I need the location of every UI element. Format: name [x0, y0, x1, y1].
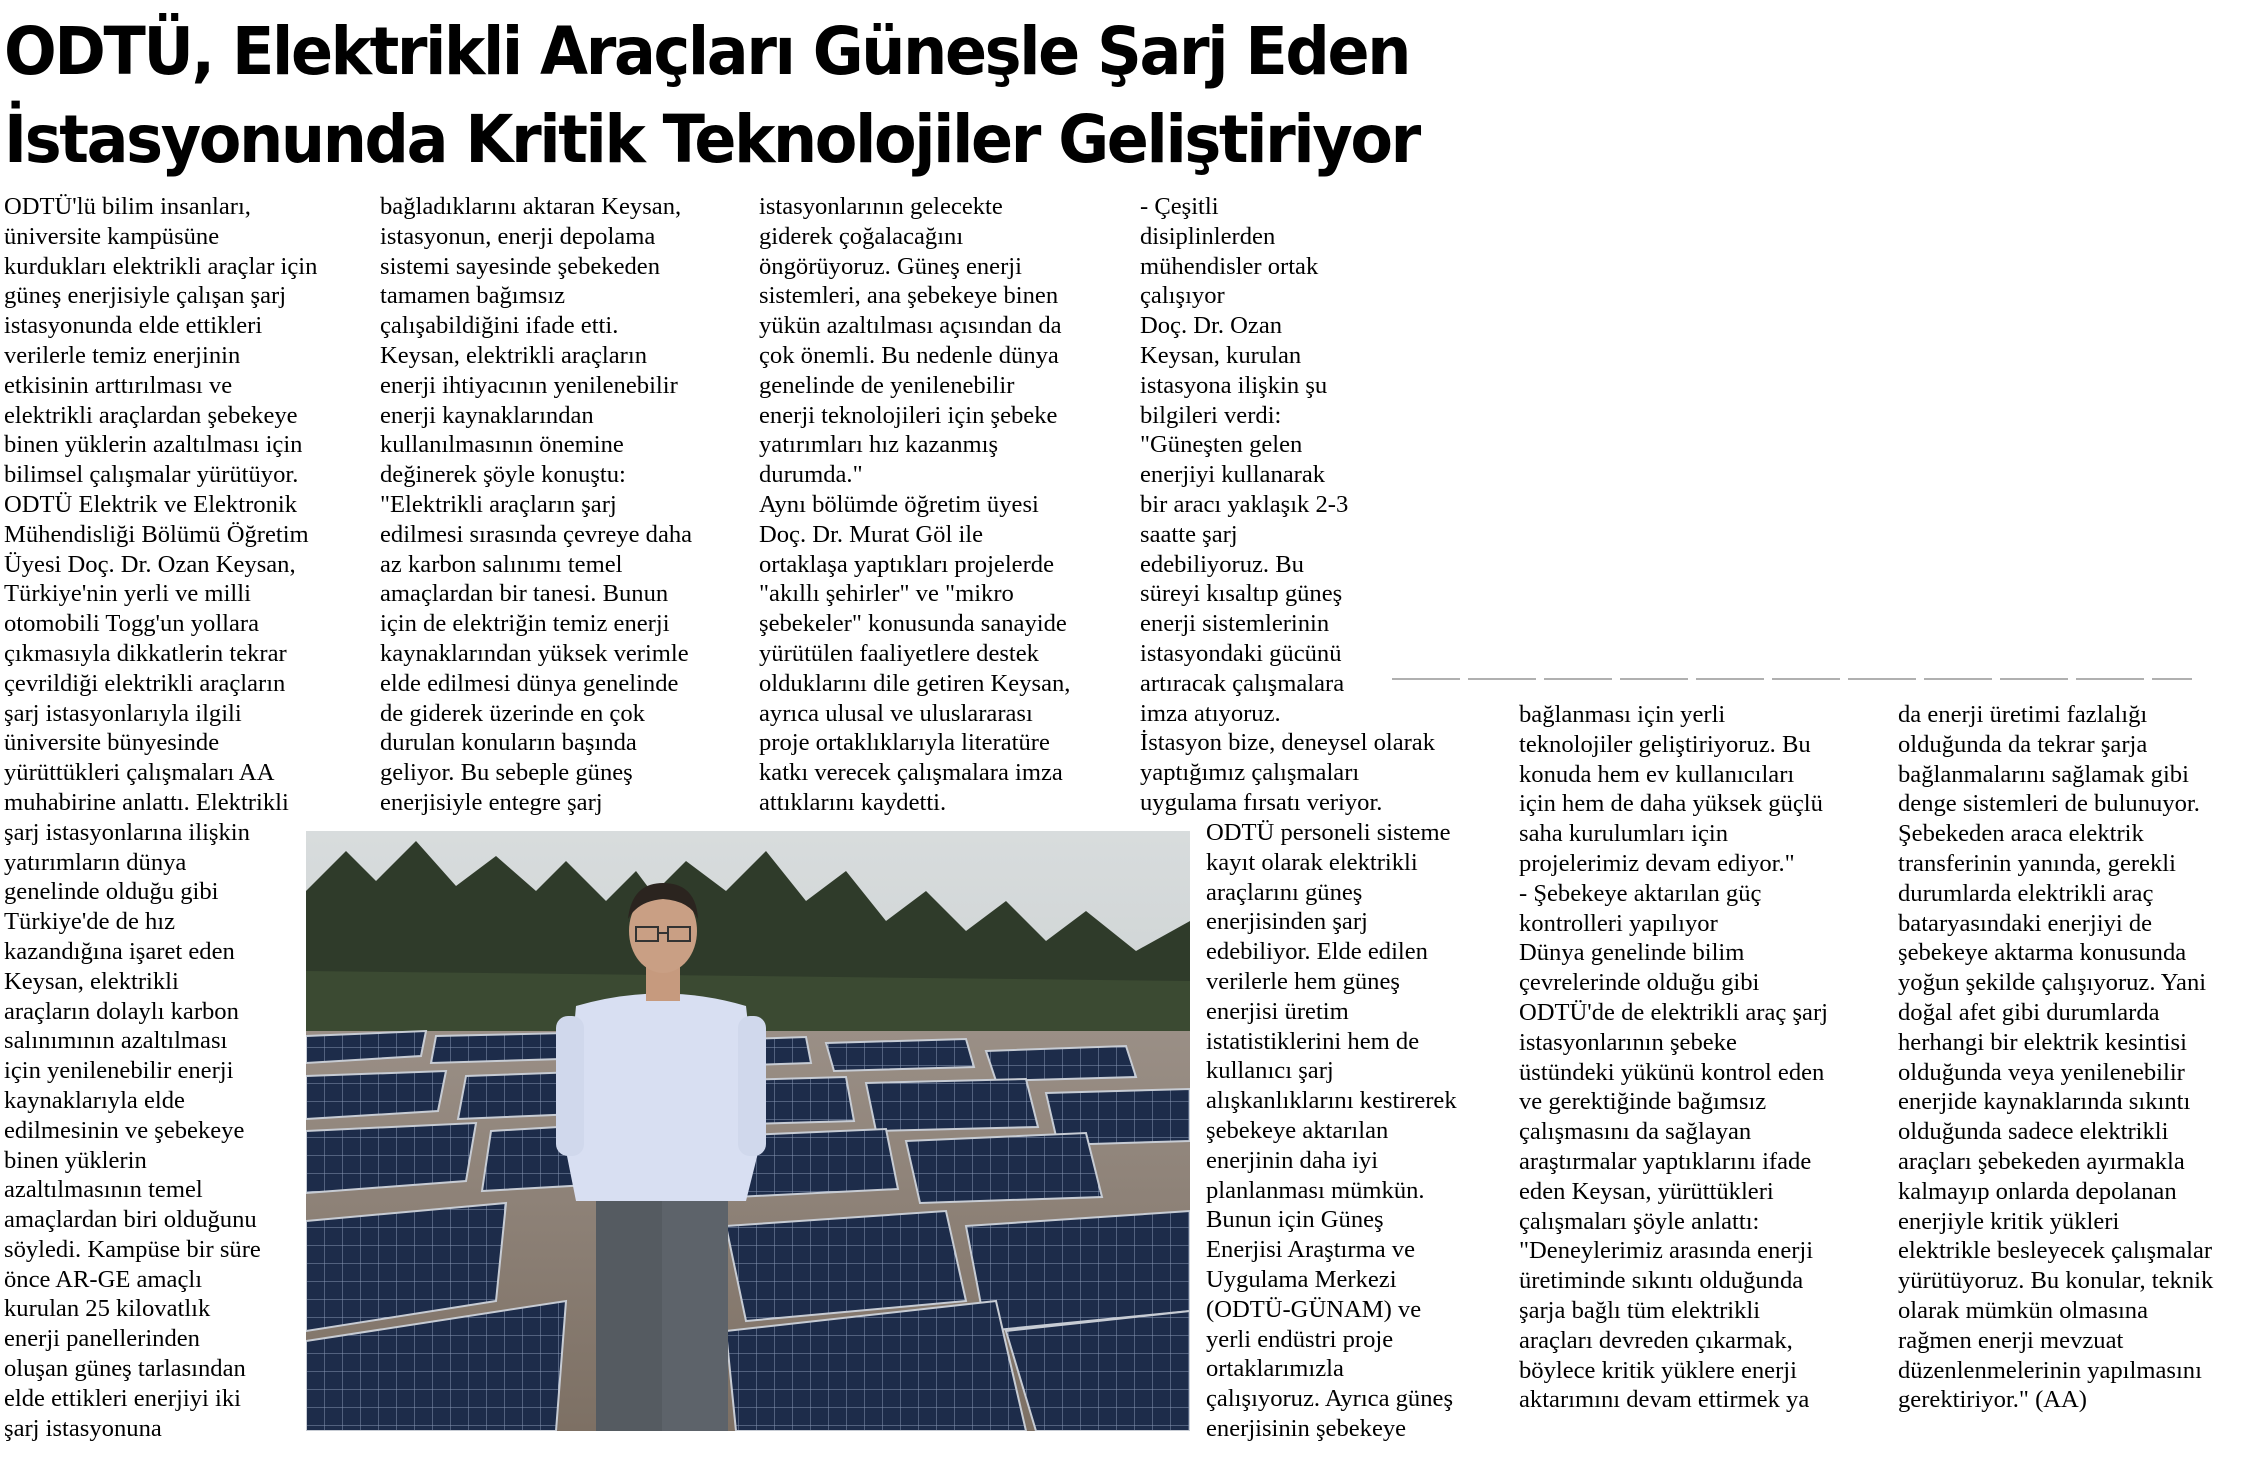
headline-line-2: İstasyonunda Kritik Teknolojiler Geliştiriyor — [4, 101, 1419, 178]
article-text-line: oluşan güneş tarlasından — [4, 1355, 246, 1383]
article-text-line: Enerjisi Araştırma ve — [1206, 1236, 1415, 1264]
article-text-line: enerjisi üretim — [1206, 997, 1349, 1025]
article-text-line: için de elektriğin temiz enerji — [380, 610, 670, 638]
article-text-line: enerjide kaynaklarında sıkıntı — [1898, 1088, 2191, 1116]
article-text-line: etkisinin arttırılması ve — [4, 371, 233, 399]
article-text-line: (ODTÜ-GÜNAM) ve — [1206, 1295, 1422, 1323]
article-text-line: kaynaklarından yüksek verimle — [380, 639, 689, 667]
article-text-line: bilimsel çalışmalar yürütüyor. — [4, 461, 299, 489]
article-text-line: - Çeşitli — [1140, 193, 1219, 220]
article-column-3 — [759, 192, 1070, 818]
article-text-line: ODTÜ'lü bilim insanları, — [4, 193, 251, 220]
article-text-line: istasyonunda elde ettikleri — [4, 312, 263, 340]
article-text-line: giderek çoğalacağını — [759, 222, 964, 250]
article-text-line: olduğunda da tekrar şarja — [1898, 730, 2148, 758]
article-text-line: proje ortaklıklarıyla literatüre — [759, 729, 1050, 757]
article-text-line: elektrikle besleyecek çalışmalar — [1898, 1237, 2213, 1265]
article-text-line: mühendisler ortak — [1140, 252, 1319, 280]
article-text-line: şebekeye aktarma konusunda — [1898, 939, 2187, 967]
article-text-line: istasyondaki gücünü — [1140, 639, 1342, 667]
article-text-line: binen yüklerin — [4, 1146, 147, 1174]
article-column-1 — [4, 192, 317, 1443]
article-text-line: düzenlenmelerinin yapılmasını — [1898, 1356, 2202, 1384]
article-text-line: bağlanması için yerli — [1519, 701, 1726, 728]
headline-line-1: ODTÜ, Elektrikli Araçları Güneşle Şarj Eden — [4, 13, 1410, 90]
article-text-line: uygulama fırsatı veriyor. — [1140, 788, 1383, 816]
article-text-line: araçların dolaylı karbon — [4, 997, 239, 1025]
article-text-line: Aynı bölümde öğretim üyesi — [759, 490, 1039, 518]
article-text-line: şebekeye aktarılan — [1206, 1116, 1389, 1144]
article-column-4 — [1140, 192, 1435, 818]
article-text-line: Türkiye'nin yerli ve milli — [4, 580, 251, 608]
article-text-line: yaptığımız çalışmaları — [1140, 759, 1360, 787]
article-text-line: verilerle hem güneş — [1206, 967, 1400, 995]
article-text-line: öngörüyoruz. Güneş enerji — [759, 252, 1022, 280]
article-text-line: şarj istasyonlarıyla ilgili — [4, 699, 242, 727]
article-text-line: araçları şebekeden ayırmakla — [1898, 1147, 2185, 1175]
article-text-line: gerektiriyor." (AA) — [1898, 1386, 2087, 1414]
article-text-line: bilgileri verdi: — [1140, 401, 1282, 429]
article-text-line: yoğun şekilde çalışıyoruz. Yani — [1898, 969, 2207, 997]
article-text-line: enerji kaynaklarından — [380, 401, 594, 429]
article-text-line: attıklarını kaydetti. — [759, 788, 947, 816]
article-text-line: Türkiye'de de hız — [4, 908, 176, 936]
article-text-line: saha kurulumları için — [1519, 820, 1728, 848]
column-separator-dashes — [1392, 678, 2192, 680]
article-text-line: - Şebekeye aktarılan güç — [1519, 879, 1762, 907]
article-text-line: istasyonlarının şebeke — [1519, 1028, 1737, 1056]
article-text-line: çok önemli. Bu nedenle dünya — [759, 341, 1059, 369]
article-text-line: sistemi sayesinde şebekeden — [380, 252, 661, 280]
article-text-line: istasyona ilişkin şu — [1140, 371, 1328, 399]
article-text-line: herhangi bir elektrik kesintisi — [1898, 1028, 2187, 1056]
article-text-line: kazandığına işaret eden — [4, 937, 235, 965]
article-text-line: edilmesinin ve şebekeye — [4, 1116, 245, 1144]
article-text-line: İstasyon bize, deneysel olarak — [1140, 729, 1436, 757]
article-text-line: eden Keysan, yürüttükleri — [1519, 1177, 1774, 1205]
article-text-line: istasyonun, enerji depolama — [380, 222, 656, 250]
article-text-line: ODTÜ'de de elektrikli araç şarj — [1519, 998, 1828, 1026]
article-text-line: Şebekeden araca elektrik — [1898, 820, 2144, 848]
article-text-line: muhabirine anlattı. Elektrikli — [4, 788, 289, 816]
article-text-line: üniversite bünyesinde — [4, 729, 220, 757]
article-column-2 — [380, 192, 692, 818]
article-text-line: bağladıklarını aktaran Keysan, — [380, 193, 682, 220]
article-text-line: durumlarda elektrikli araç — [1898, 879, 2154, 907]
article-text-line: olarak mümkün olmasına — [1898, 1296, 2148, 1324]
article-text-line: için hem de daha yüksek güçlü — [1519, 790, 1823, 818]
article-text-line: ODTÜ personeli sisteme — [1206, 819, 1451, 846]
article-text-line: salınımının azaltılması — [4, 1027, 228, 1055]
article-text-line: ortaklaşa yaptıkları projelerde — [759, 550, 1054, 578]
article-text-line: enerjisiyle entegre şarj — [380, 788, 603, 816]
article-text-line: üretiminde sıkıntı olduğunda — [1519, 1267, 1804, 1295]
article-text-line: araştırmalar yaptıklarını ifade — [1519, 1147, 1812, 1175]
article-text-line: elde ettikleri enerjiyi iki — [4, 1384, 241, 1412]
article-text-line: yürütülen faaliyetlere destek — [759, 639, 1039, 667]
article-text-line: böylece kritik yüklere enerji — [1519, 1356, 1797, 1384]
article-text-line: ortaklarımızla — [1206, 1355, 1344, 1383]
article-text-line: enerjinin daha iyi — [1206, 1146, 1379, 1174]
article-text-line: çıkmasıyla dikkatlerin tekrar — [4, 639, 287, 667]
article-text-line: Mühendisliği Bölümü Öğretim — [4, 520, 309, 548]
article-photo — [306, 831, 1190, 1431]
article-text-line: doğal afet gibi durumlarda — [1898, 998, 2160, 1026]
article-text-line: elde edilmesi dünya genelinde — [380, 669, 679, 697]
article-text-line: ve gerektiğinde bağımsız — [1519, 1088, 1767, 1116]
article-text-line: süreyi kısaltıp güneş — [1140, 580, 1343, 608]
article-column-7 — [1898, 700, 2213, 1415]
article-text-line: artıracak çalışmalara — [1140, 669, 1345, 697]
article-text-line: enerjisinden şarj — [1206, 908, 1368, 936]
article-text-line: yatırımların dünya — [4, 848, 187, 876]
article-text-line: transferinin yanında, gerekli — [1898, 849, 2176, 877]
article-text-line: amaçlardan biri olduğunu — [4, 1206, 257, 1234]
article-text-line: kurdukları elektrikli araçlar için — [4, 252, 318, 280]
article-text-line: durumda." — [759, 461, 863, 489]
article-text-line: konuda hem ev kullanıcıları — [1519, 760, 1795, 788]
article-text-line: verilerle temiz enerjinin — [4, 341, 241, 369]
article-text-line: çalışabildiğini ifade etti. — [380, 312, 619, 340]
article-text-line: azaltılmasının temel — [4, 1176, 203, 1204]
article-text-line: projelerimiz devam ediyor." — [1519, 849, 1795, 877]
article-text-line: önce AR-GE amaçlı — [4, 1265, 203, 1293]
article-text-line: edebiliyoruz. Bu — [1140, 550, 1304, 578]
article-text-line: Keysan, elektrikli — [4, 967, 179, 995]
article-text-line: çalışıyor — [1140, 282, 1225, 310]
article-text-line: durulan konuların başında — [380, 729, 637, 757]
article-text-line: şarj istasyonlarına ilişkin — [4, 818, 250, 846]
article-text-line: kontrolleri yapılıyor — [1519, 909, 1718, 937]
article-text-line: genelinde olduğu gibi — [4, 878, 219, 906]
article-text-line: Üyesi Doç. Dr. Ozan Keysan, — [4, 550, 296, 578]
article-text-line: enerjisinin şebekeye — [1206, 1414, 1407, 1442]
article-text-line: rağmen enerji mevzuat — [1898, 1326, 2124, 1354]
article-text-line: bağlanmalarını sağlamak gibi — [1898, 760, 2189, 788]
article-text-line: "akıllı şehirler" ve "mikro — [759, 580, 1014, 608]
article-text-line: Doç. Dr. Murat Göl ile — [759, 520, 984, 548]
article-text-line: "Güneşten gelen — [1140, 431, 1303, 459]
article-text-line: amaçlardan bir tanesi. Bunun — [380, 580, 669, 608]
article-text-line: kalmayıp onlarda depolanan — [1898, 1177, 2177, 1205]
article-text-line: üstündeki yükünü kontrol eden — [1519, 1058, 1825, 1086]
article-text-line: araçlarını güneş — [1206, 878, 1363, 906]
article-text-line: olduğunda veya yenilenebilir — [1898, 1058, 2185, 1086]
article-text-line: enerji ihtiyacının yenilenebilir — [380, 371, 678, 399]
article-text-line: enerjiyle kritik yükleri — [1898, 1207, 2120, 1235]
article-text-line: enerji panellerinden — [4, 1325, 200, 1353]
article-text-line: yürüttükleri çalışmaları AA — [4, 759, 275, 787]
article-text-line: araçları devreden çıkarmak, — [1519, 1326, 1793, 1354]
article-text-line: tamamen bağımsız — [380, 282, 566, 310]
article-text-line: güneş enerjisiyle çalışan şarj — [4, 282, 287, 310]
article-column-5 — [1206, 818, 1457, 1444]
article-text-line: üniversite kampüsüne — [4, 222, 220, 250]
article-text-line: çevrelerinde olduğu gibi — [1519, 969, 1760, 997]
article-column-6 — [1519, 700, 1828, 1415]
article-text-line: şarja bağlı tüm elektrikli — [1519, 1296, 1761, 1324]
article-text-line: az karbon salınımı temel — [380, 550, 623, 578]
article-text-line: edilmesi sırasında çevreye daha — [380, 520, 693, 548]
article-text-line: bataryasındaki enerjiyi de — [1898, 909, 2153, 937]
article-text-line: değinerek şöyle konuştu: — [380, 461, 626, 489]
article-text-line: çevrildiği elektrikli araçların — [4, 669, 286, 697]
article-text-line: kayıt olarak elektrikli — [1206, 848, 1418, 876]
article-text-line: bir aracı yaklaşık 2-3 — [1140, 490, 1349, 518]
article-text-line: denge sistemleri de bulunuyor. — [1898, 790, 2200, 818]
article-text-line: söyledi. Kampüse bir süre — [4, 1235, 261, 1263]
article-text-line: için yenilenebilir enerji — [4, 1057, 234, 1085]
article-text-line: aktarımını devam ettirmek ya — [1519, 1386, 1810, 1414]
article-text-line: enerji teknolojileri için şebeke — [759, 401, 1058, 429]
article-text-line: alışkanlıklarını kestirerek — [1206, 1087, 1457, 1115]
article-text-line: ODTÜ Elektrik ve Elektronik — [4, 490, 297, 518]
article-text-line: yatırımları hız kazanmış — [759, 431, 999, 459]
article-text-line: çalışıyoruz. Ayrıca güneş — [1206, 1385, 1454, 1413]
article-text-line: Bunun için Güneş — [1206, 1206, 1384, 1234]
article-text-line: edebiliyor. Elde edilen — [1206, 938, 1428, 966]
article-text-line: Uygulama Merkezi — [1206, 1265, 1397, 1293]
article-text-line: yerli endüstri proje — [1206, 1325, 1394, 1353]
article-text-line: kullanıcı şarj — [1206, 1057, 1334, 1085]
article-text-line: kaynaklarıyla elde — [4, 1086, 185, 1114]
article-text-line: Doç. Dr. Ozan — [1140, 312, 1283, 340]
article-text-line: teknolojiler geliştiriyoruz. Bu — [1519, 730, 1811, 758]
article-text-line: şebekeler" konusunda sanayide — [759, 610, 1067, 638]
article-text-line: planlanması mümkün. — [1206, 1176, 1425, 1204]
article-text-line: geliyor. Bu sebeple güneş — [380, 759, 633, 787]
article-text-line: enerjiyi kullanarak — [1140, 461, 1326, 489]
article-headline — [4, 8, 1419, 184]
article-text-line: ayrıca ulusal ve uluslararası — [759, 699, 1033, 727]
article-text-line: "Deneylerimiz arasında enerji — [1519, 1237, 1814, 1265]
article-text-line: saatte şarj — [1140, 520, 1238, 548]
article-text-line: sistemleri, ana şebekeye binen — [759, 282, 1059, 310]
solar-field-photo — [306, 831, 1190, 1431]
article-text-line: otomobili Togg'un yollara — [4, 610, 260, 638]
article-text-line: şarj istasyonuna — [4, 1414, 162, 1442]
article-text-line: istasyonlarının gelecekte — [759, 193, 1003, 220]
article-text-line: elektrikli araçlardan şebekeye — [4, 401, 298, 429]
article-text-line: çalışmaları şöyle anlattı: — [1519, 1207, 1760, 1235]
article-text-line: yürütüyoruz. Bu konular, teknik — [1898, 1267, 2214, 1295]
article-text-line: istatistiklerini hem de — [1206, 1027, 1420, 1055]
article-text-line: kurulan 25 kilovatlık — [4, 1295, 211, 1323]
article-text-line: binen yüklerin azaltılması için — [4, 431, 303, 459]
article-text-line: disiplinlerden — [1140, 222, 1276, 250]
article-text-line: olduklarını dile getiren Keysan, — [759, 669, 1071, 697]
article-text-line: olduğunda sadece elektrikli — [1898, 1118, 2169, 1146]
article-text-line: da enerji üretimi fazlalığı — [1898, 701, 2148, 728]
article-text-line: de giderek üzerinde en çok — [380, 699, 645, 727]
article-text-line: enerji sistemlerinin — [1140, 610, 1330, 638]
article-text-line: "Elektrikli araçların şarj — [380, 490, 617, 518]
article-text-line: Keysan, elektrikli araçların — [380, 341, 647, 369]
article-text-line: imza atıyoruz. — [1140, 699, 1281, 727]
article-text-line: çalışmasını da sağlayan — [1519, 1118, 1752, 1146]
article-text-line: yükün azaltılması açısından da — [759, 312, 1062, 340]
article-text-line: Keysan, kurulan — [1140, 341, 1302, 369]
article-text-line: genelinde de yenilenebilir — [759, 371, 1015, 399]
article-text-line: Dünya genelinde bilim — [1519, 939, 1745, 967]
article-text-line: katkı verecek çalışmalara imza — [759, 759, 1063, 787]
article-text-line: kullanılmasının önemine — [380, 431, 624, 459]
